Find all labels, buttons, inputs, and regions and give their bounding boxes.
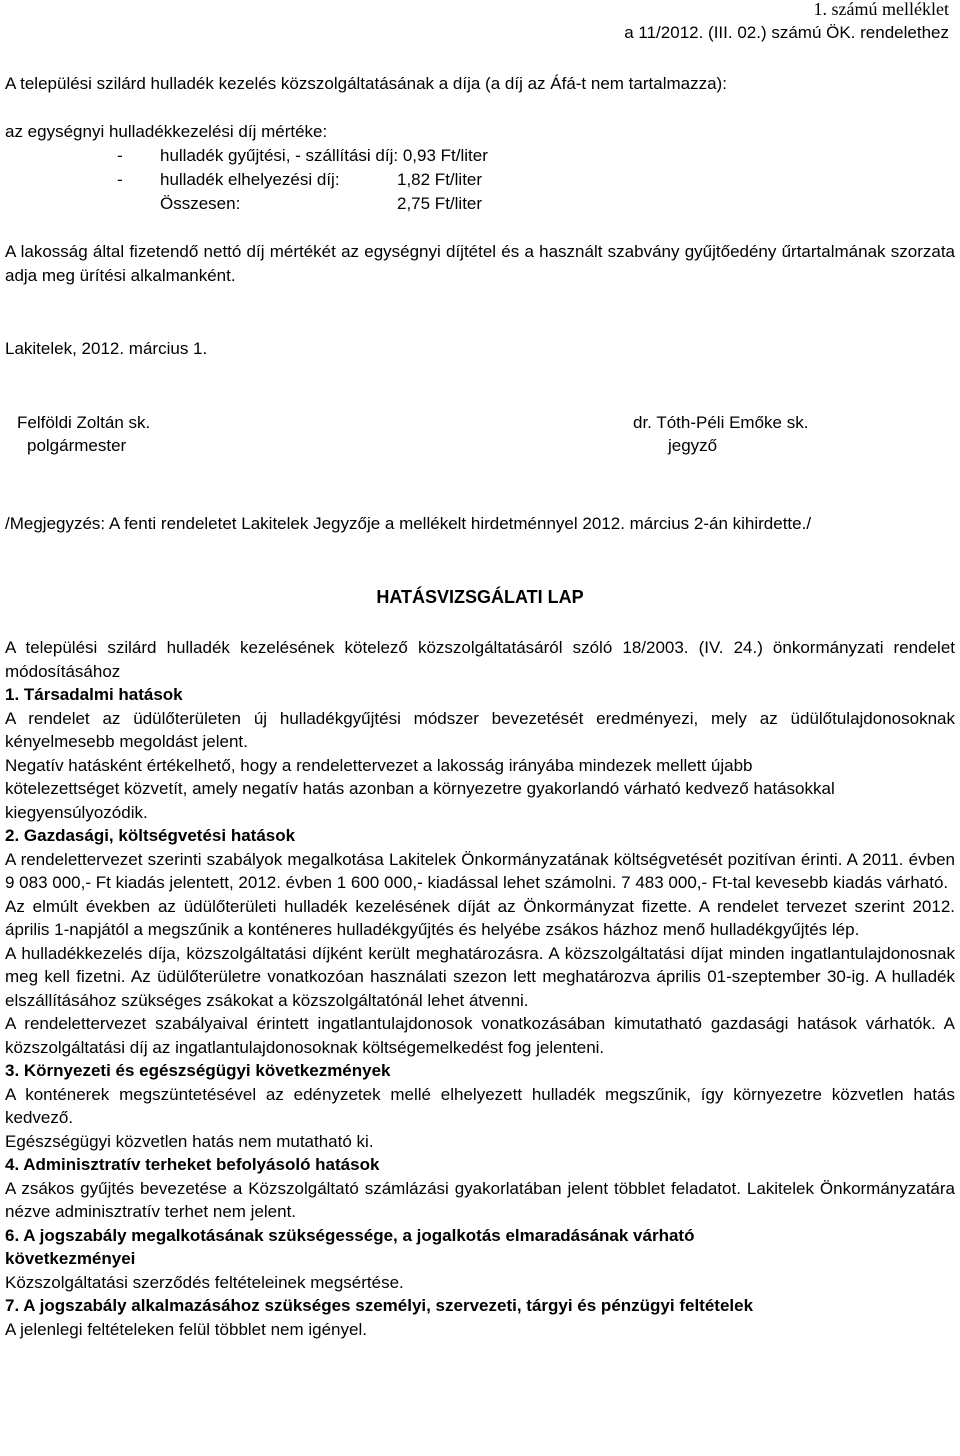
fee-item-disposal-value: 1,82 Ft/liter — [397, 170, 483, 189]
fee-intro: A települési szilárd hulladék kezelés közszolgáltatásának a díja (a díj az Áfá-t nem tartalmazza): — [5, 74, 727, 93]
impact-sections — [5, 683, 955, 1341]
notary-name: dr. Tóth-Péli Emőke sk. — [633, 413, 809, 432]
fee-total-label: Összesen: — [160, 194, 241, 213]
fee-item-dash: - — [117, 146, 123, 165]
section-paragraph: Közszolgáltatási szerződés feltételeinek megsértése. — [5, 1272, 404, 1292]
section-paragraph: A zsákos gyűjtés bevezetése a Közszolgáltató számlázási gyakorlatában jelent többlet feladatot. Lakitelek Önkormányzatára nézve adminisztratív terhet nem jelent. — [5, 1178, 955, 1221]
place-date: Lakitelek, 2012. március 1. — [5, 339, 208, 358]
section-paragraph: A rendelet az üdülőterületen új hulladékgyűjtési módszer bevezetését eredményezi, mely az üdülőtulajdonosoknak kényelmesebb megoldást jelent. — [5, 708, 955, 751]
mayor-name: Felföldi Zoltán sk. — [17, 413, 151, 432]
section-paragraph: A jelenlegi feltételeken felül többlet nem igényel. — [5, 1319, 367, 1339]
section-economic — [5, 824, 955, 1059]
notary-title: jegyző — [668, 436, 718, 455]
section-title: 4. Adminisztratív terheket befolyásoló hatások — [5, 1155, 380, 1174]
section-title: 1. Társadalmi hatások — [5, 685, 183, 704]
section-title: 2. Gazdasági, költségvetési hatások — [5, 826, 296, 845]
unit-fee-label: az egységnyi hulladékkezelési díj mértéke: — [5, 122, 328, 141]
impact-heading: HATÁSVIZSGÁLATI LAP — [376, 587, 584, 607]
fee-total-value: 2,75 Ft/liter — [397, 194, 483, 213]
fee-calculation-note: A lakosság által fizetendő nettó díj mértékét az egységnyi díjtétel és a használt szabvány gyűjtőedény űrtartalmának szorzata adja meg ürítési alkalmanként. — [5, 242, 955, 285]
fee-item-disposal: hulladék elhelyezési díj: — [160, 170, 340, 189]
annex-reference: a 11/2012. (III. 02.) számú ÖK. rendelethez — [624, 23, 949, 42]
mayor-title: polgármester — [27, 436, 127, 455]
section-paragraph: A rendelettervezet szabályaival érintett ingatlantulajdonosok vonatkozásában kimutatható gazdasági hatások várhatók. A közszolgáltatási díj az ingatlantulajdonosoknak költségemelkedést fog jelenteni. — [5, 1014, 955, 1057]
section-requirements — [5, 1294, 955, 1341]
section-administrative — [5, 1153, 955, 1224]
section-title: 6. A jogszabály megalkotásának szükségessége, a jogalkotás elmaradásának várható következményei — [5, 1225, 695, 1268]
section-paragraph: A konténerek megszüntetésével az edényzetek mellé elhelyezett hulladék megszűnik, így környezetre közvetlen hatás kedvező. — [5, 1084, 955, 1127]
section-title: 7. A jogszabály alkalmazásához szükséges személyi, szervezeti, tárgyi és pénzügyi feltételek — [5, 1296, 754, 1315]
section-environmental — [5, 1059, 955, 1153]
section-social — [5, 683, 955, 824]
impact-subject: A települési szilárd hulladék kezelésének kötelező közszolgáltatásáról szóló 18/2003. (IV. 24.) önkormányzati rendelet módosításához — [5, 638, 955, 681]
fee-item-dash: - — [117, 170, 123, 189]
section-paragraph: Az elmúlt években az üdülőterületi hulladék kezelésének díját az Önkormányzat fizette. A rendelet tervezet szerint 2012. április 1-napjától a megszűnik a konténeres hulladékgyűjtés és helyébe zsákos házhoz menő hulladékgyűjtés lép. — [5, 896, 955, 939]
fee-item-collection: hulladék gyűjtési, - szállítási díj: 0,93 Ft/liter — [160, 146, 488, 165]
section-paragraph: Negatív hatásként értékelhető, hogy a rendelettervezet a lakosság irányába mindezek mellett újabb kötelezettséget közvetít, amely negatív hatás azonban a környezetre gyakorlandó várható kedvező hatásokkal kiegyensúlyozódik. — [5, 755, 835, 822]
annex-label: 1. számú melléklet — [813, 0, 949, 19]
section-title: 3. Környezeti és egészségügyi következmények — [5, 1061, 391, 1080]
promulgation-note: /Megjegyzés: A fenti rendeletet Lakitelek Jegyzője a mellékelt hirdetménnyel 2012. március 2-án kihirdette./ — [5, 514, 812, 533]
section-paragraph: A rendelettervezet szerinti szabályok megalkotása Lakitelek Önkormányzatának költségvetését pozitívan érinti. A 2011. évben 9 083 000,- Ft kiadás jelentett, 2012. évben 1 600 000,- kiadással lehet számolni. 7 483 000,- Ft-tal kevesebb kiadás várható. — [5, 849, 955, 892]
section-paragraph: Egészségügyi közvetlen hatás nem mutatható ki. — [5, 1131, 374, 1151]
section-paragraph: A hulladékkezelés díja, közszolgáltatási díjként került meghatározásra. A közszolgáltatási díjat minden ingatlantulajdonosnak meg kell fizetni. Az üdülőterületre vonatkozóan használati szezon lett meghatározva április 01-szeptember 30-ig. A hulladék elszállításához szükséges zsákokat a közszolgáltatónál lehet átvenni. — [5, 943, 955, 1010]
section-necessity — [5, 1224, 955, 1295]
